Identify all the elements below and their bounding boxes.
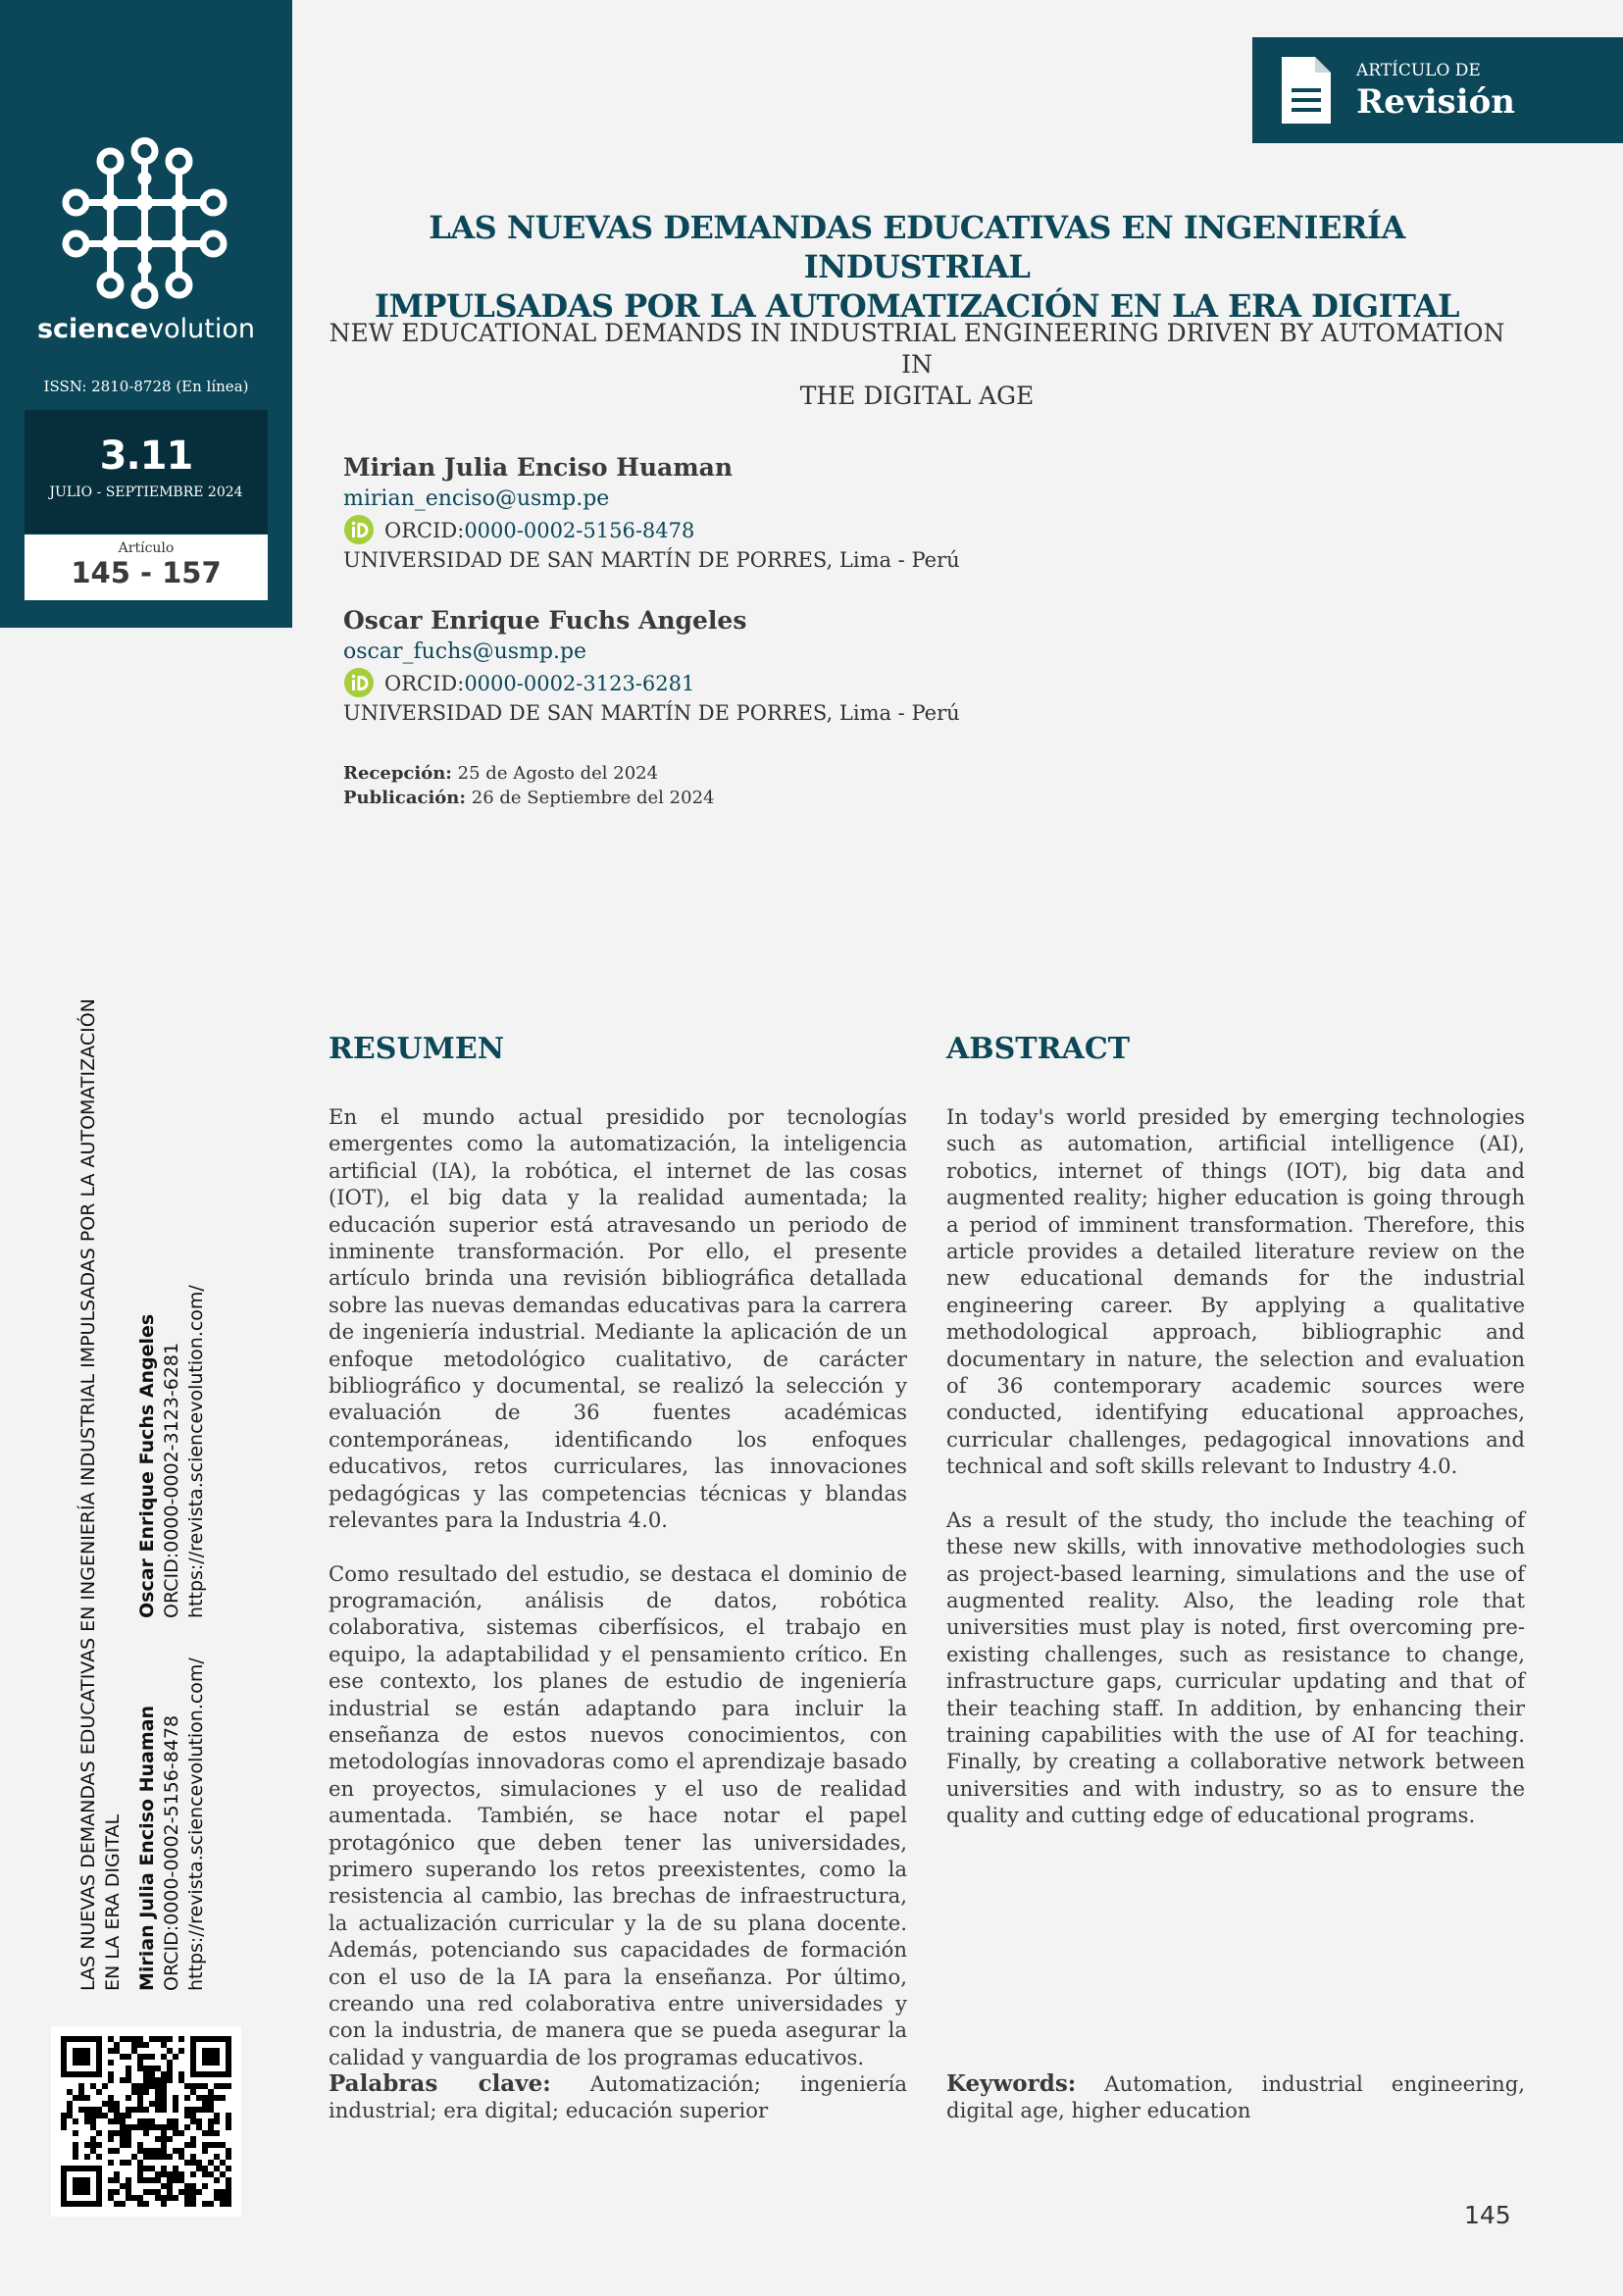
publication-date: Publicación: 26 de Septiembre del 2024 [343,788,715,808]
resumen-keywords [329,2070,907,2124]
issue-period: JULIO - SEPTIEMBRE 2024 [49,485,243,500]
sciencevolution-logo-icon [59,137,230,309]
article-pages-box [25,535,268,600]
keywords-label: Palabras clave: [329,2070,551,2097]
page-number: 145 [1464,2201,1511,2229]
qr-code-icon [61,2036,231,2207]
badge-type: Revisión [1356,82,1516,122]
orcid-label: ORCID: [384,519,465,542]
orcid-icon [343,667,375,698]
abstract-section [946,1032,1525,1856]
orcid-row [343,514,1226,545]
title-en-line2: THE DIGITAL AGE [799,382,1035,410]
title-en-line1: NEW EDUCATIONAL DEMANDS IN INDUSTRIAL ENGINEERING DRIVEN BY AUTOMATION IN [329,319,1505,379]
orcid-label: ORCID: [384,672,465,695]
journal-brand: sciencevolution [36,314,256,344]
abstract-paragraph-1: In today's world presided by emerging technologies such as automation, artificial intelligence (AI), robotics, internet of things (IOT), big data and augmented reality; higher education is going through a period of imminent transformation. Therefore, this article provides a detailed literature review on the new educational demands for the industrial engineering career. By applying a qualitative methodological approach, bibliographic and documentary in nature, the selection and evaluation of 36 contemporary academic sources were conducted, identifying educational approaches, curricular challenges, pedagogical innovations and technical and soft skills relevant to Industry 4.0. [946,1104,1525,1479]
abstract-keywords [946,2070,1525,2124]
author-affiliation: UNIVERSIDAD DE SAN MARTÍN DE PORRES, Lima - Perú [343,701,960,725]
vertical-author2-name: Oscar Enrique Fuchs Angeles [136,1313,158,1618]
issn: ISSN: 2810-8728 (En línea) [43,378,249,395]
resumen-heading: RESUMEN [329,1032,505,1066]
author-email-link[interactable]: oscar_fuchs@usmp.pe [343,639,587,664]
issue-number: 3.11 [99,434,193,479]
vertical-author1-url[interactable]: https://revista.sciencevolution.com/ [185,1658,207,1991]
article-label: Artículo [118,540,175,556]
resumen-paragraph-2: Como resultado del estudio, se destaca el dominio de programación, análisis de datos, robótica colaborativa, sistemas ciberfísicos, el trabajo en equipo, la adaptabilidad y el pensamiento crítico. En ese contexto, los planes de estudio de ingeniería industrial se están adaptando para incluir la enseñanza de estos nuevos conocimientos, con metodologías innovadoras como el aprendizaje basado en proyectos, simulaciones y el uso de realidad aumentada. También, se hace notar el papel protagónico que deben tener las universidades, primero superando los retos preexistentes, como la resistencia al cambio, las brechas de infraestructura, la actualización curricular y la de su plana docente. Además, potenciando sus capacidades de formación con el uso de la IA para la enseñanza. Por último, creando una red colaborativa entre universidades y con la industria, de manera que se pueda asegurar la calidad y vanguardia de los programas educativos. [329,1560,907,2069]
vertical-author2-orcid: ORCID:0000-0002-3123-6281 [161,1342,182,1618]
orcid-link[interactable]: 0000-0002-3123-6281 [464,672,695,695]
article-title-es [314,208,1520,326]
journal-sidebar [0,0,292,628]
author-affiliation: UNIVERSIDAD DE SAN MARTÍN DE PORRES, Lima - Perú [343,548,960,572]
article-title-en [314,318,1520,412]
author-name: Mirian Julia Enciso Huaman [343,453,734,482]
vertical-author2-url[interactable]: https://revista.sciencevolution.com/ [185,1285,207,1618]
keywords-value: Automation, industrial engineering, digital age, higher education [946,2071,1525,2123]
vertical-author1-orcid: ORCID:0000-0002-5156-8478 [161,1714,182,1991]
abstract-heading: ABSTRACT [946,1032,1131,1066]
orcid-row [343,667,1226,698]
vertical-title [76,998,126,1991]
issue-box [25,410,268,534]
keywords-value: Automatización; ingeniería industrial; era digital; educación superior [329,2071,907,2123]
orcid-icon [343,514,375,545]
title-es-line2: IMPULSADAS POR LA AUTOMATIZACIÓN EN LA ERA DIGITAL [375,287,1459,325]
qr-code[interactable] [51,2026,241,2217]
vertical-author-1 [135,1658,209,1991]
vertical-author-2 [135,1285,209,1618]
article-dates [343,761,714,810]
resumen-paragraph-1: En el mundo actual presidido por tecnologías emergentes como la automatización, la inteligencia artificial (IA), la robótica, el internet de las cosas (IOT), el big data y la realidad aumentada; la educación superior está atravesando un periodo de inminente transformación. Por ello, el presente artículo brinda una revisión bibliográfica detallada sobre las nuevas demandas educativas para la carrera de ingeniería industrial. Mediante la aplicación de un enfoque metodológico cualitativo, de carácter bibliográfico y documental, se realizó la selección y evaluación de 36 fuentes académicas contemporáneas, identificando los enfoques educativos, retos curriculares, las innovaciones pedagógicas y las competencias técnicas y blandas relevantes para la Industria 4.0. [329,1104,907,1533]
vertical-author1-name: Mirian Julia Enciso Huaman [136,1706,158,1991]
author-block-2 [343,604,1226,728]
article-pages: 145 - 157 [71,556,222,589]
article-type-badge [1252,37,1623,143]
abstract-paragraph-2: As a result of the study, tho include the teaching of these new skills, with innovative methodologies such as project-based learning, simulations and the use of augmented reality. Also, the leading role that universities must play is noted, first overcoming pre-existing challenges, such as resistance to change, infrastructure gaps, curricular updating and that of their teaching staff. In addition, by enhancing their training capabilities with the use of AI for teaching. Finally, by creating a collaborative network between universities and with industry, so as to ensure the quality and cutting edge of educational programs. [946,1506,1525,1828]
resumen-section [329,1032,907,2097]
keywords-label: Keywords: [946,2070,1077,2097]
title-es-line1: LAS NUEVAS DEMANDAS EDUCATIVAS EN INGENIERÍA INDUSTRIAL [429,209,1405,285]
badge-label: ARTÍCULO DE [1356,61,1481,80]
reception-date: Recepción: 25 de Agosto del 2024 [343,763,659,784]
orcid-link[interactable]: 0000-0002-5156-8478 [464,519,695,542]
author-email-link[interactable]: mirian_enciso@usmp.pe [343,486,610,511]
vertical-title-line2: EN LA ERA DIGITAL [102,1813,124,1991]
vertical-title-line1: LAS NUEVAS DEMANDAS EDUCATIVAS EN INGENIERÍA INDUSTRIAL IMPULSADAS POR LA AUTOMATIZACIÓN [77,998,99,1991]
author-block-1 [343,451,1226,575]
author-name: Oscar Enrique Fuchs Angeles [343,606,747,635]
document-icon [1280,55,1333,126]
